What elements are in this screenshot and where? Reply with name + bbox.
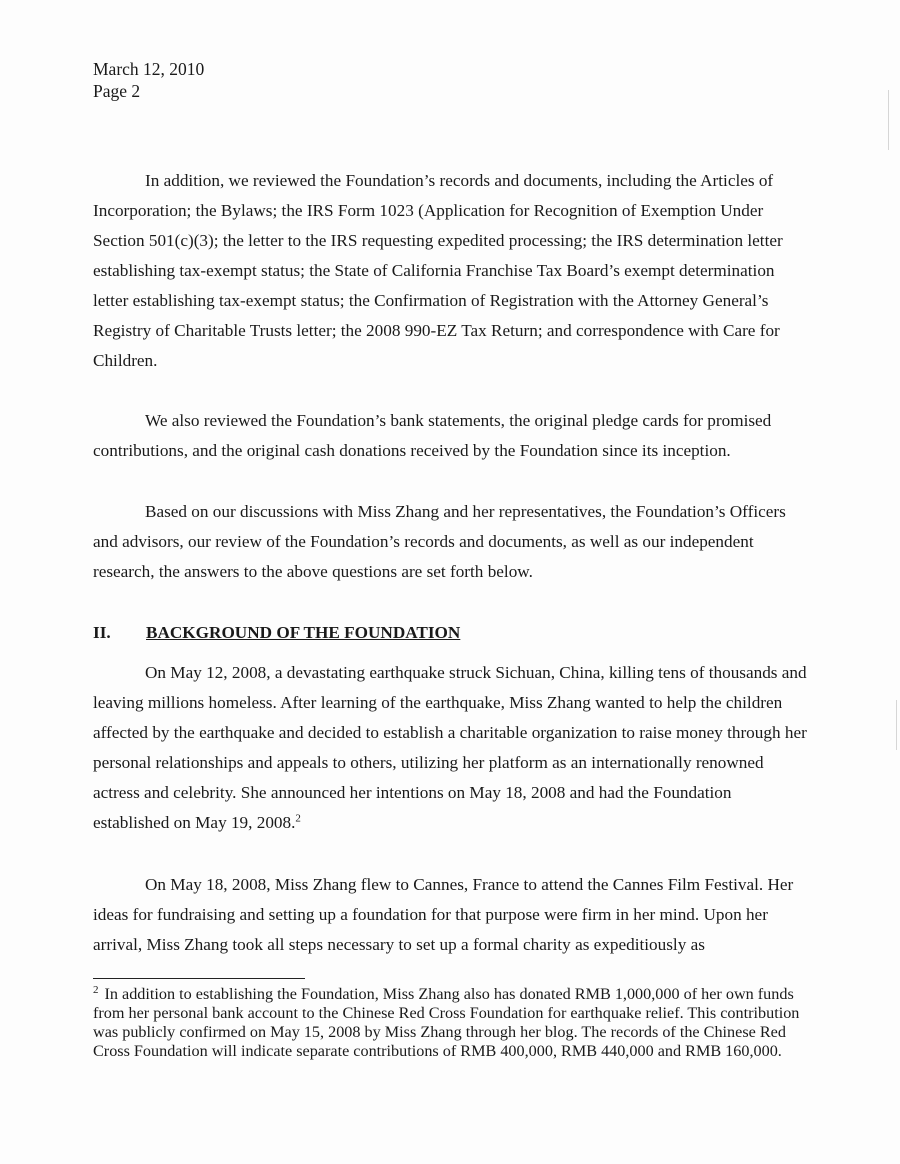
paragraph-earthquake-text: On May 12, 2008, a devastating earthquake struck Sichuan, China, killing tens of thousands and leaving millions homeless. After learning of the earthquake, Miss Zhang wanted to help the children affected by the earthquake and decided to establish a charitable organization to raise money through her personal relationships and appeals to others, utilizing her platform as an internationally renowned actress and celebrity. She announced her intentions on May 18, 2008 and had the Foundation established on May 19, 2008. — [93, 663, 807, 832]
paragraph-discussions: Based on our discussions with Miss Zhang and her representatives, the Foundation’s Officers and advisors, our review of the Foundation’s records and documents, as well as our independent research, the answers to the above questions are set forth below. — [93, 502, 786, 581]
section-title: BACKGROUND OF THE FOUNDATION — [146, 623, 461, 642]
paragraph-cannes-trip: On May 18, 2008, Miss Zhang flew to Cannes, France to attend the Cannes Film Festival. Her ideas for fundraising and setting up a foundation for that purpose were firm in her mind. Upon her arrival, Miss Zhang took all steps necessary to set up a formal charity as expeditiously as — [93, 875, 794, 954]
scan-artifact — [888, 90, 889, 150]
page-header — [93, 58, 204, 102]
header-date: March 12, 2010 — [93, 59, 205, 79]
footnote-text: In addition to establishing the Foundation, Miss Zhang also has donated RMB 1,000,000 of her own funds from her personal bank account to the Chinese Red Cross Foundation for earthquake relief. This contribution was publicly confirmed on May 15, 2008 by Miss Zhang through her blog. The records of the Chinese Red Cross Foundation will indicate separate contributions of RMB 400,000, RMB 440,000 and RMB 160,000. — [93, 985, 800, 1060]
paragraph-earthquake-background — [93, 658, 811, 838]
section-number: II. — [93, 623, 111, 642]
footnote — [93, 985, 813, 1061]
footnote-marker: 2 — [93, 983, 99, 996]
footnote-divider — [93, 978, 305, 979]
paragraph-bank-statements: We also reviewed the Foundation’s bank statements, the original pledge cards for promised contributions, and the original cash donations received by the Foundation since its inception. — [93, 411, 772, 460]
scan-artifact — [896, 700, 897, 750]
footnote-reference: 2 — [295, 812, 301, 825]
header-page-number: Page 2 — [93, 81, 141, 101]
paragraph-records-reviewed: In addition, we reviewed the Foundation’s records and documents, including the Articles of Incorporation; the Bylaws; the IRS Form 1023 (Application for Recognition of Exemption Under Section 501(c)(3); the letter to the IRS requesting expedited processing; the IRS determination letter establishing tax-exempt status; the State of California Franchise Tax Board’s exempt determination letter establishing tax-exempt status; the Confirmation of Registration with the Attorney General’s Registry of Charitable Trusts letter; the 2008 990-EZ Tax Return; and correspondence with Care for Children. — [93, 171, 783, 370]
section-heading — [93, 620, 460, 646]
